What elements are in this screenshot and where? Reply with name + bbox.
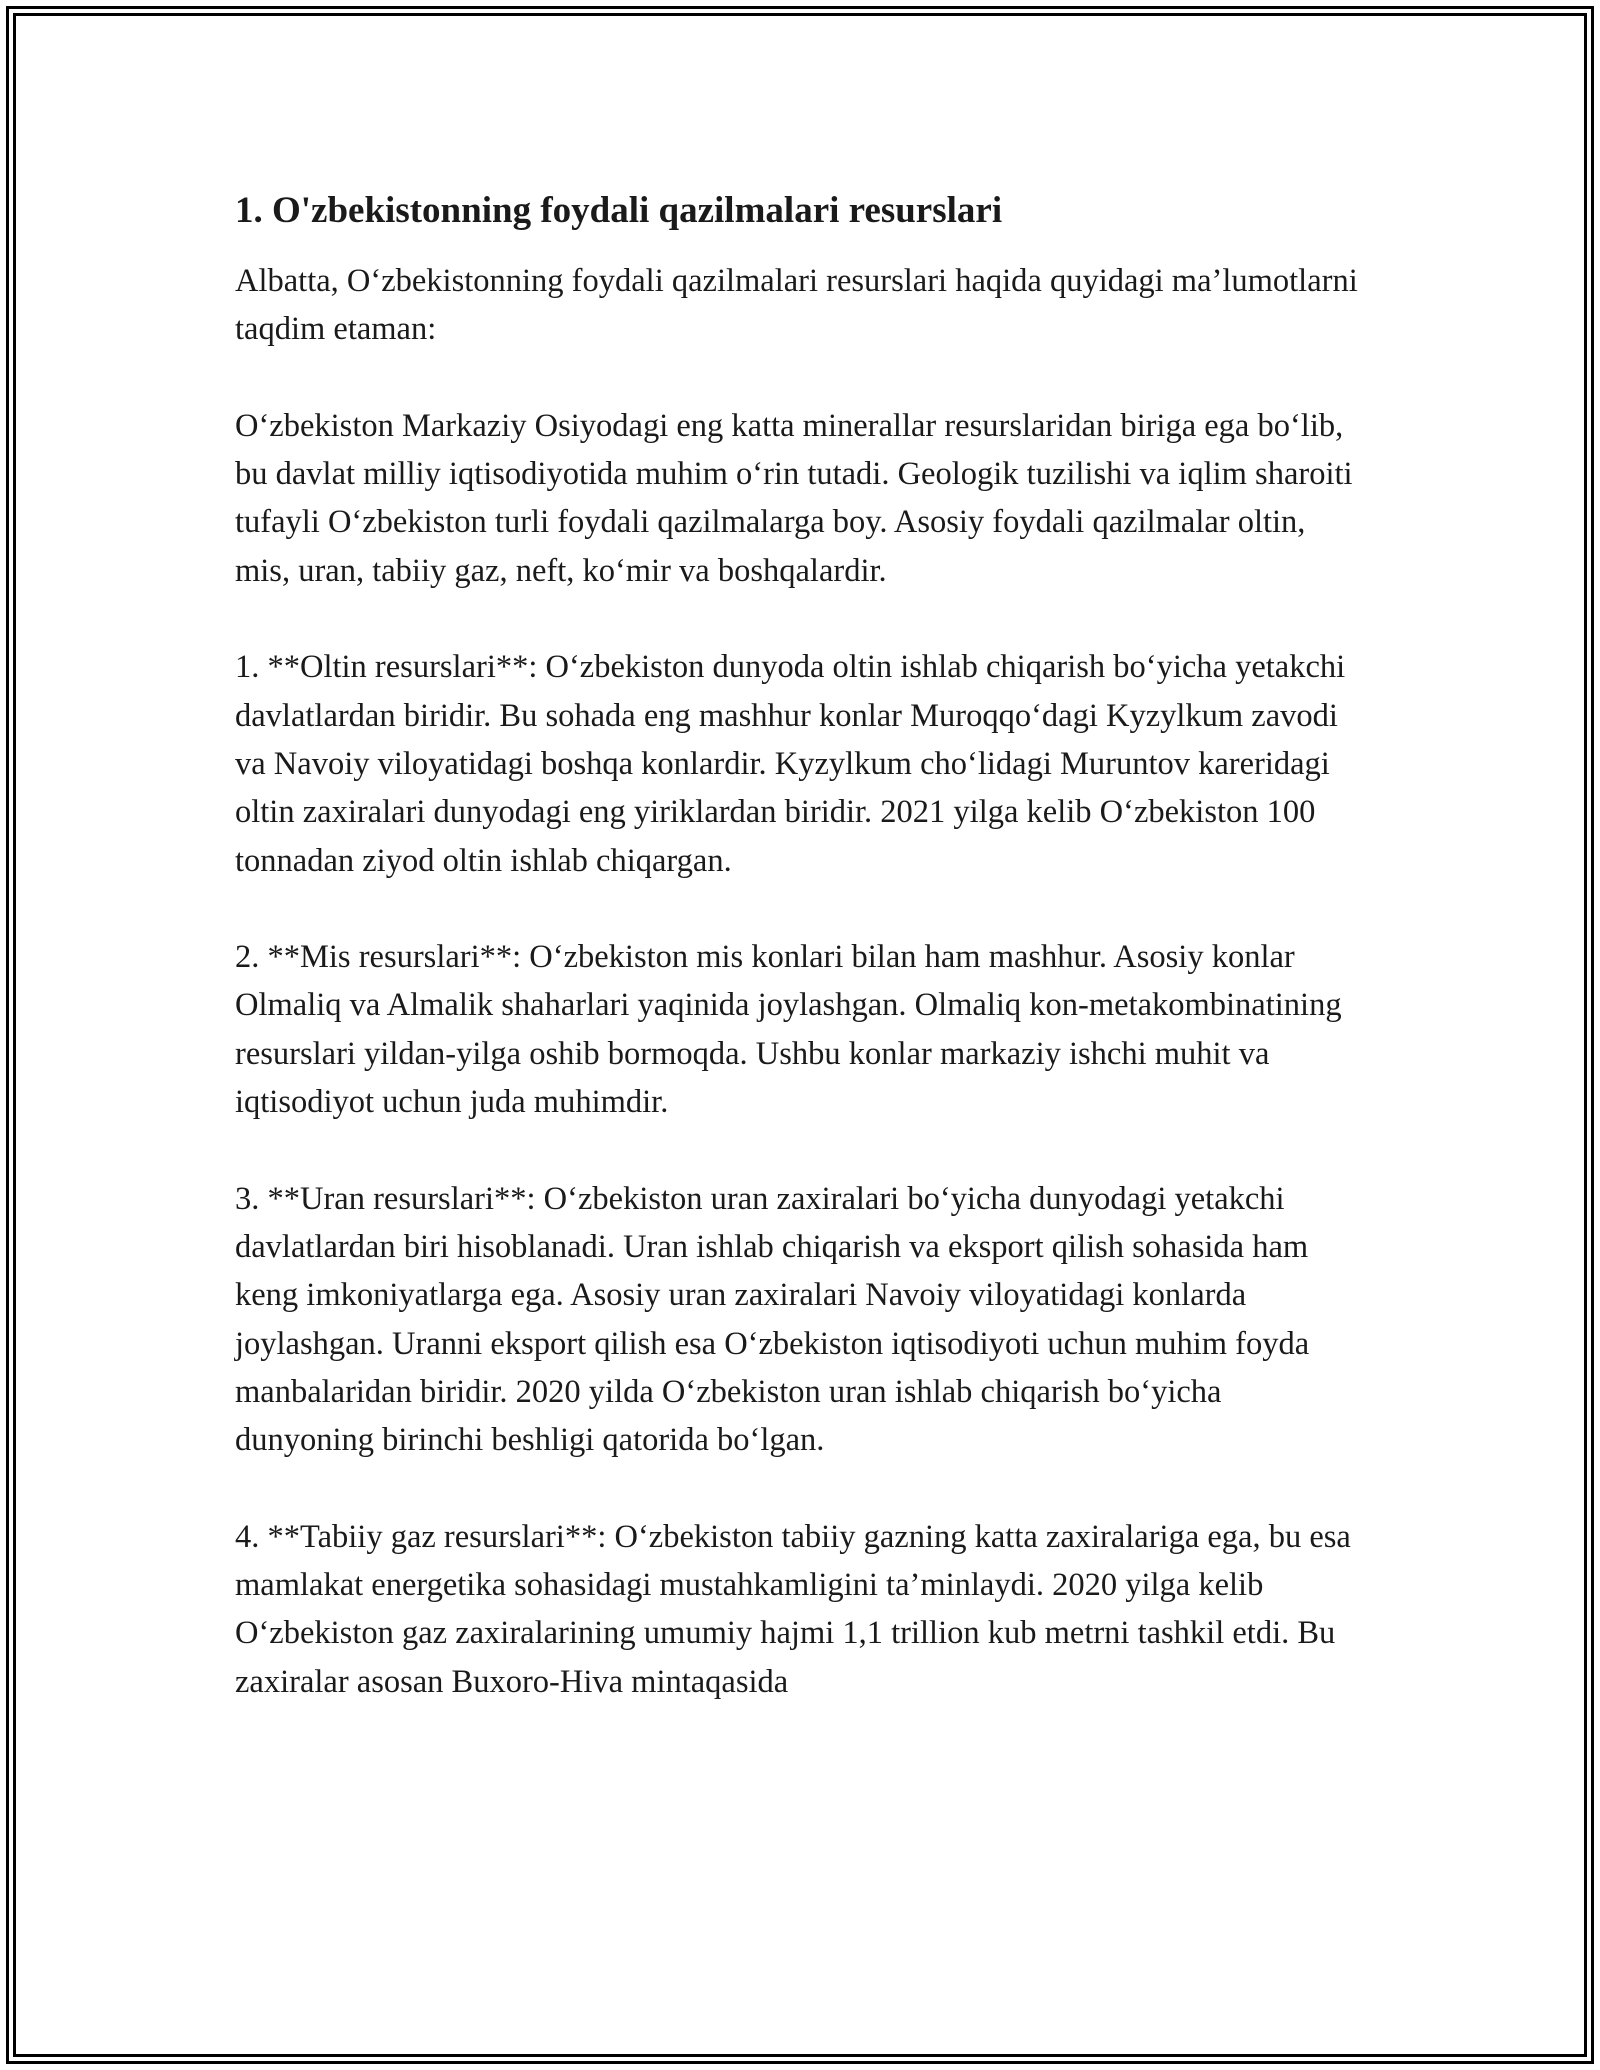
intro-paragraph: Albatta, O‘zbekistonning foydali qazilmalari resurslari haqida quyidagi ma’lumotlarni taqdim etaman:	[235, 263, 1358, 348]
gold-resources-paragraph: 1. **Oltin resurslari**: O‘zbekiston dunyoda oltin ishlab chiqarish bo‘yicha yetakchi davlatlardan biridir. Bu sohada eng mashhur konlar Muroqqo‘dagi Kyzylkum zavodi va Navoiy viloyatidagi boshqa konlardir. Kyzylkum cho‘lidagi Muruntov kareridagi oltin zaxiralari dunyodagi eng yiriklardan biridir. 2021 yilga kelib O‘zbekiston 100 tonnadan ziyod oltin ishlab chiqargan.	[235, 649, 1346, 879]
document-body	[235, 185, 1365, 1754]
uranium-resources-paragraph: 3. **Uran resurslari**: O‘zbekiston uran zaxiralari bo‘yicha dunyodagi yetakchi davlatlardan biri hisoblanadi. Uran ishlab chiqarish va eksport qilish sohasida ham keng imkoniyatlarga ega. Asosiy uran zaxiralari Navoiy viloyatidagi konlarda joylashgan. Uranni eksport qilish esa O‘zbekiston iqtisodiyoti uchun muhim foyda manbalaridan biridir. 2020 yilda O‘zbekiston uran ishlab chiqarish bo‘yicha dunyoning birinchi beshligi qatorida bo‘lgan.	[235, 1180, 1310, 1459]
overview-paragraph: O‘zbekiston Markaziy Osiyodagi eng katta minerallar resurslaridan biriga ega bo‘lib, bu davlat milliy iqtisodiyotida muhim o‘rin tutadi. Geologik tuzilishi va iqlim sharoiti tufayli O‘zbekiston turli foydali qazilmalarga boy. Asosiy foydali qazilmalar oltin, mis, uran, tabiiy gaz, neft, ko‘mir va boshqalardir.	[235, 407, 1353, 589]
copper-resources-paragraph: 2. **Mis resurslari**: O‘zbekiston mis konlari bilan ham mashhur. Asosiy konlar Olmaliq va Almalik shaharlari yaqinida joylashgan. Olmaliq kon-metakombinatining resurslari yildan-yilga oshib bormoqda. Ushbu konlar markaziy ishchi muhit va iqtisodiyot uchun juda muhimdir.	[235, 939, 1342, 1121]
natural-gas-resources-paragraph: 4. **Tabiiy gaz resurslari**: O‘zbekiston tabiiy gazning katta zaxiralariga ega, bu esa mamlakat energetika sohasidagi mustahkamligini ta’minlaydi. 2020 yilga kelib O‘zbekiston gaz zaxiralarining umumiy hajmi 1,1 trillion kub metrni tashkil etdi. Bu zaxiralar asosan Buxoro-Hiva mintaqasida	[235, 1518, 1351, 1700]
document-title: 1. O'zbekistonning foydali qazilmalari resurslari	[235, 190, 1003, 231]
